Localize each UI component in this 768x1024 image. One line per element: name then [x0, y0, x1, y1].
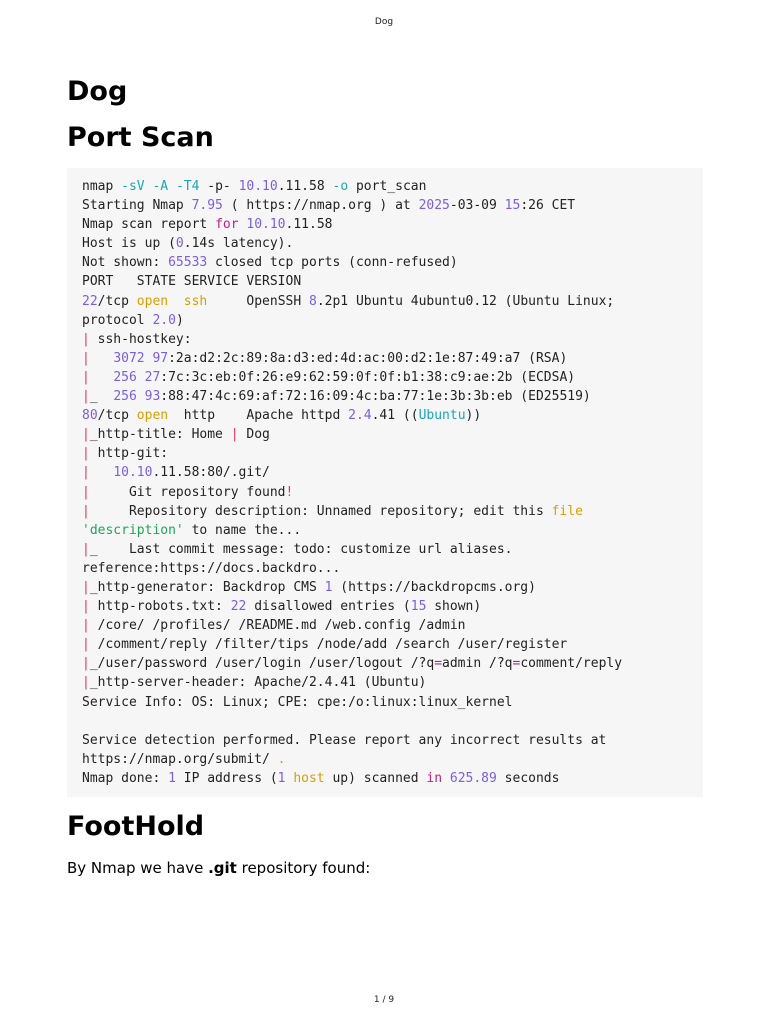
code-token: 8: [309, 293, 317, 309]
code-token: 'description': [82, 522, 184, 538]
code-token: protocol: [82, 312, 153, 328]
code-line: [82, 504, 583, 519]
code-token: :88:47:4c:69:af:72:16:09:4c:ba:77:1e:3b:3b:eb (ED25519): [160, 389, 591, 405]
code-token: file: [551, 503, 583, 519]
section-heading-foothold: FootHold: [67, 811, 205, 842]
code-token: -p-: [199, 179, 239, 194]
code-token: 15: [410, 599, 427, 615]
code-token: /tcp: [97, 293, 137, 309]
code-token: [442, 771, 450, 786]
code-token: :2a:d2:2c:89:8a:d3:ed:4d:ac:00:d2:1e:87:49:a7 (RSA): [168, 350, 568, 366]
code-token: Nmap scan report: [82, 217, 216, 233]
code-line: [82, 179, 426, 194]
code-token: |: [230, 427, 239, 443]
code-token: -sV: [121, 179, 145, 194]
code-token: http-git:: [89, 446, 169, 462]
code-token: |: [82, 369, 90, 385]
code-line: [82, 370, 575, 385]
code-token: 10.10: [246, 217, 286, 233]
code-token: -o: [332, 179, 349, 194]
code-token: http-robots.txt:: [89, 599, 231, 615]
code-token: 1: [168, 770, 176, 786]
code-line: [82, 408, 481, 423]
code-token: 7.95: [191, 198, 223, 214]
code-line: [82, 389, 591, 404]
code-line: [82, 332, 192, 347]
code-token: host: [293, 770, 325, 786]
foothold-text-before: By Nmap we have: [67, 859, 209, 877]
code-line: [82, 675, 426, 690]
code-token: 1: [277, 770, 286, 786]
code-line: [82, 656, 622, 671]
code-token: Nmap done:: [82, 770, 169, 786]
code-token: /core/ /profiles/ /README.md /web.config /admin: [89, 618, 466, 634]
code-token: [90, 465, 113, 480]
code-token: 1: [324, 579, 333, 595]
code-token: 15: [504, 198, 521, 214]
code-token: https://nmap.org/submit/: [82, 751, 278, 767]
code-token: )): [465, 408, 482, 424]
code-token: to name the...: [183, 522, 302, 538]
code-token: comment/reply: [520, 656, 623, 672]
code-line: [82, 255, 458, 270]
code-token: 97: [152, 350, 169, 366]
code-token: for: [215, 217, 239, 233]
code-token: 2025: [418, 198, 450, 214]
code-token: |: [82, 541, 90, 557]
code-token: |: [82, 579, 90, 595]
code-token: (https://backdropcms.org): [332, 579, 536, 595]
code-token: |: [82, 389, 90, 405]
code-line: [82, 198, 575, 213]
code-token: 2.4: [348, 408, 372, 424]
code-token: 3072: [113, 350, 145, 366]
code-token: 22: [82, 293, 98, 309]
code-token: |: [82, 446, 90, 462]
code-token: |: [82, 675, 90, 691]
code-line: [82, 274, 301, 289]
code-token: _http-generator: Backdrop CMS: [89, 579, 325, 595]
section-heading-port-scan: Port Scan: [67, 122, 214, 153]
code-token: 10.10: [113, 465, 153, 481]
code-token: Starting Nmap: [82, 198, 192, 214]
code-token: Not shown:: [82, 255, 169, 271]
code-token: nmap: [82, 179, 122, 194]
code-line: [82, 733, 606, 748]
code-token: open: [136, 408, 169, 424]
code-token: =: [512, 656, 521, 672]
code-token: Ubuntu: [418, 408, 466, 424]
code-line: [82, 351, 567, 366]
code-token: disallowed entries (: [246, 599, 411, 615]
code-token: seconds: [496, 770, 560, 786]
code-line: [82, 294, 614, 309]
code-token: |: [82, 503, 90, 519]
code-token: 2.0: [152, 312, 176, 328]
code-token: .14s latency).: [183, 236, 294, 252]
code-token: 65533: [168, 255, 208, 271]
code-line: [82, 313, 184, 328]
code-token: ( https://nmap.org ) at: [222, 198, 419, 214]
code-token: .: [277, 751, 286, 767]
code-line: [82, 752, 286, 767]
code-token: reference:https://docs.backdro...: [82, 560, 341, 576]
code-token: http Apache httpd: [168, 408, 349, 424]
foothold-text-bold: .git: [208, 859, 237, 877]
code-token: port_scan: [348, 179, 427, 194]
code-token: ssh-hostkey:: [89, 331, 192, 347]
code-token: |: [82, 656, 90, 672]
code-token: -T4: [175, 179, 200, 194]
code-token: ssh: [183, 293, 208, 309]
code-line: [82, 771, 559, 786]
code-token: 93: [144, 389, 161, 405]
code-token: [137, 370, 145, 385]
code-token: _/user/password /user/login /user/logout /?q: [89, 656, 435, 672]
code-line: [82, 523, 301, 538]
code-token: |: [82, 350, 90, 366]
code-token: Service detection performed. Please report any incorrect results at: [82, 732, 607, 748]
code-token: 80: [82, 408, 98, 424]
code-token: |: [82, 484, 90, 500]
document-title: Dog: [67, 76, 128, 107]
code-token: ): [175, 312, 184, 328]
code-token: 0: [175, 236, 184, 252]
code-line: [82, 542, 512, 557]
code-token: |: [82, 637, 90, 653]
code-line: [82, 427, 270, 442]
code-token: [137, 389, 145, 404]
code-token: .2p1 Ubuntu 4ubuntu0.12 (Ubuntu Linux;: [316, 293, 615, 309]
code-line: [82, 637, 567, 652]
code-token: 10.10: [238, 179, 278, 194]
code-line: [82, 485, 293, 500]
code-block-nmap-output: [67, 168, 703, 797]
code-token: _ Last commit message: todo: customize url aliases.: [89, 541, 513, 557]
code-token: /comment/reply /filter/tips /node/add /search /user/register: [89, 637, 568, 653]
code-token: _: [89, 389, 114, 405]
page-header: Dog: [374, 17, 394, 27]
code-token: |: [82, 331, 90, 347]
code-token: in: [426, 770, 443, 786]
code-token: IP address (: [175, 770, 278, 786]
code-token: |: [82, 599, 90, 615]
code-token: =: [434, 656, 443, 672]
code-token: |: [82, 465, 90, 481]
code-token: [168, 294, 184, 309]
code-token: -03-09: [449, 198, 505, 214]
code-token: -A: [152, 179, 169, 194]
code-token: .41 ((: [371, 408, 419, 424]
code-line: [82, 561, 340, 576]
code-line: [82, 695, 512, 710]
code-token: :7c:3c:eb:0f:26:e9:62:59:0f:0f:b1:38:c9:ae:2b (ECDSA): [160, 369, 576, 385]
code-token: !: [285, 484, 294, 500]
page-number: 1 / 9: [373, 995, 395, 1005]
code-token: Repository description: Unnamed repository; edit this: [89, 503, 552, 519]
code-token: Git repository found: [89, 484, 286, 500]
code-token: |: [82, 618, 90, 634]
code-token: 27: [144, 369, 161, 385]
document-body: [67, 74, 703, 879]
code-line: [82, 618, 466, 633]
code-token: PORT STATE SERVICE VERSION: [82, 274, 302, 290]
code-token: |: [82, 427, 90, 443]
code-token: open: [136, 293, 169, 309]
code-token: Service Info: OS: Linux; CPE: cpe:/o:linux:linux_kernel: [82, 694, 513, 710]
code-token: Dog: [238, 427, 270, 443]
code-line: [82, 465, 270, 480]
code-line: [82, 236, 293, 251]
code-token: closed tcp ports (conn-refused): [207, 255, 458, 271]
code-token: 256: [113, 389, 137, 405]
foothold-text-after: repository found:: [236, 859, 371, 877]
code-token: /tcp: [97, 408, 137, 424]
code-token: OpenSSH: [207, 293, 309, 309]
code-token: _http-title: Home: [89, 427, 231, 443]
code-token: 256: [113, 369, 137, 385]
code-token: [90, 351, 113, 366]
code-token: .11.58:80/.git/: [152, 465, 270, 481]
code-token: [168, 179, 176, 194]
code-line: [82, 580, 536, 595]
code-line: [82, 446, 168, 461]
code-token: up) scanned: [324, 770, 427, 786]
code-token: Host is up (: [82, 236, 176, 252]
code-token: .11.58: [277, 179, 333, 194]
code-token: [90, 370, 113, 385]
code-token: 625.89: [449, 770, 497, 786]
foothold-paragraph: [67, 857, 703, 879]
code-line: [82, 599, 481, 614]
code-token: _http-server-header: Apache/2.4.41 (Ubuntu): [89, 675, 427, 691]
code-token: 22: [230, 599, 247, 615]
code-token: .11.58: [285, 217, 333, 233]
code-line: [82, 217, 332, 232]
code-token: :26 CET: [520, 198, 576, 214]
code-token: admin /?q: [442, 656, 513, 672]
code-token: shown): [426, 599, 482, 615]
